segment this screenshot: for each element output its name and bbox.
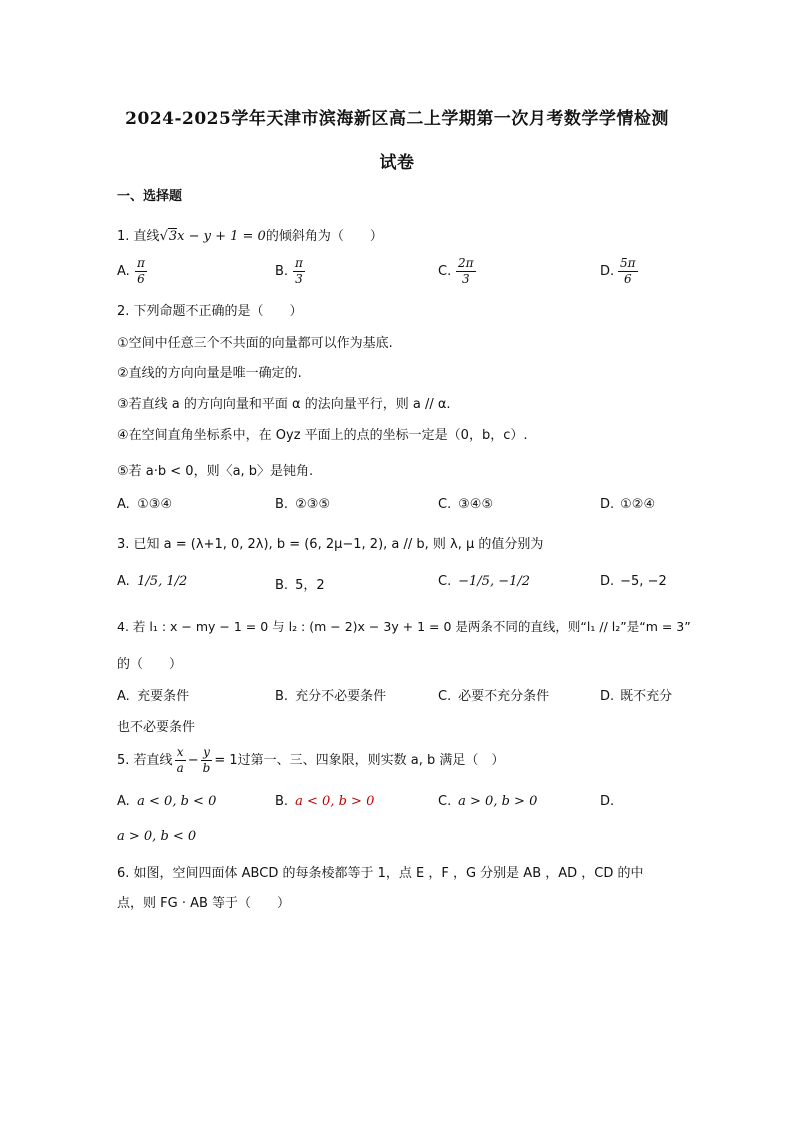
question-2-option-b: B. ②③⑤ — [275, 497, 331, 512]
fraction: $\frac{5\pi}{6}$ — [620, 256, 636, 286]
question-3-option-d: D. −5, −2 — [600, 574, 667, 589]
question-2-statement-2: ②直线的方向向量是唯一确定的. — [117, 366, 302, 381]
question-5-option-d-cont: a > 0, b < 0 — [117, 829, 197, 844]
question-5-option-b: B. a < 0, b > 0 — [275, 794, 375, 809]
question-2-statement-3: ③若直线 a 的方向向量和平面 α 的法向量平行，则 a // α. — [117, 397, 451, 412]
question-1-equation: x − y + 1 = 0 — [177, 229, 266, 244]
document-title-line-1: 2024-2025学年天津市滨海新区高二上学期第一次月考数学学情检测 — [125, 109, 669, 129]
question-5-stem: 5. 若直线 $\frac{x}{a}$ − $\frac{y}{b}$ = 1过第一、三、四象限，则实数 a, b 满足（ ） — [117, 745, 505, 775]
question-2-statement-5: ⑤若 a·b < 0，则〈a, b〉是钝角. — [117, 464, 314, 479]
question-6-stem-cont: 点，则 FG · AB 等于（ ） — [117, 896, 291, 911]
question-4-option-b: B. 充分不必要条件 — [275, 689, 387, 704]
question-3-stem: 3. 已知 a = (λ+1, 0, 2λ), b = (6, 2μ−1, 2), a // b, 则 λ, μ 的值分别为 — [117, 537, 544, 552]
question-4-option-a: A. 充要条件 — [117, 689, 190, 704]
question-5-option-a: A. a < 0, b < 0 — [117, 794, 217, 809]
question-2-option-d: D. ①②④ — [600, 497, 656, 512]
question-1-option-d: D. $\frac{5\pi}{6}$ — [600, 256, 636, 286]
question-2-option-a: A. ①③④ — [117, 497, 173, 512]
question-1-option-b: B. $\frac{\pi}{3}$ — [275, 256, 303, 286]
question-1-option-a: A. $\frac{\pi}{6}$ — [117, 256, 145, 286]
question-6-stem: 6. 如图，空间四面体 ABCD 的每条棱都等于 1，点 E ，F ，G 分别是 AB ，AD ，CD 的中 — [117, 866, 644, 881]
question-4-option-c: C. 必要不充分条件 — [438, 689, 550, 704]
question-2-statement-1: ①空间中任意三个不共面的向量都可以作为基底. — [117, 336, 393, 351]
question-1-post: 的倾斜角为（ ） — [265, 229, 383, 244]
question-1-option-c: C. $\frac{2\pi}{3}$ — [438, 256, 474, 286]
document-title-line-2: 试卷 — [379, 153, 415, 173]
question-2-statement-4: ④在空间直角坐标系中，在 Oyz 平面上的点的坐标一定是（0，b，c）. — [117, 428, 528, 443]
fraction-x-over-a: $\frac{x}{a}$ — [176, 745, 184, 775]
question-5-option-c: C. a > 0, b > 0 — [438, 794, 538, 809]
question-3-option-a: A. 1/5, 1/2 — [117, 574, 188, 589]
question-4-option-d-cont: 也不必要条件 — [117, 720, 196, 735]
fraction: $\frac{2\pi}{3}$ — [458, 256, 474, 286]
question-4-option-d: D. 既不充分 — [600, 689, 673, 704]
question-4-stem: 4. 若 l₁ : x − my − 1 = 0 与 l₂ : (m − 2)x − 3y + 1 = 0 是两条不同的直线，则“l₁ // l₂”是“m = 3” — [117, 619, 691, 634]
fraction-y-over-b: $\frac{y}{b}$ — [202, 745, 211, 775]
fraction: $\frac{\pi}{6}$ — [137, 256, 145, 286]
fraction: $\frac{\pi}{3}$ — [295, 256, 303, 286]
question-3-option-b: B. 5，2 — [275, 578, 325, 593]
question-1-pre: 直线 — [133, 229, 160, 244]
question-1-stem — [117, 225, 383, 244]
question-3-option-c: C. −1/5, −1/2 — [438, 574, 531, 589]
question-1-number: 1. — [117, 229, 130, 244]
section-heading-choice: 一、选择题 — [117, 189, 183, 204]
question-5-option-d: D. — [600, 794, 615, 809]
sqrt-expression: √3 — [159, 229, 178, 244]
question-2-stem: 2. 下列命题不正确的是（ ） — [117, 304, 303, 319]
question-2-option-c: C. ③④⑤ — [438, 497, 494, 512]
question-4-stem-cont: 的（ ） — [117, 657, 183, 672]
